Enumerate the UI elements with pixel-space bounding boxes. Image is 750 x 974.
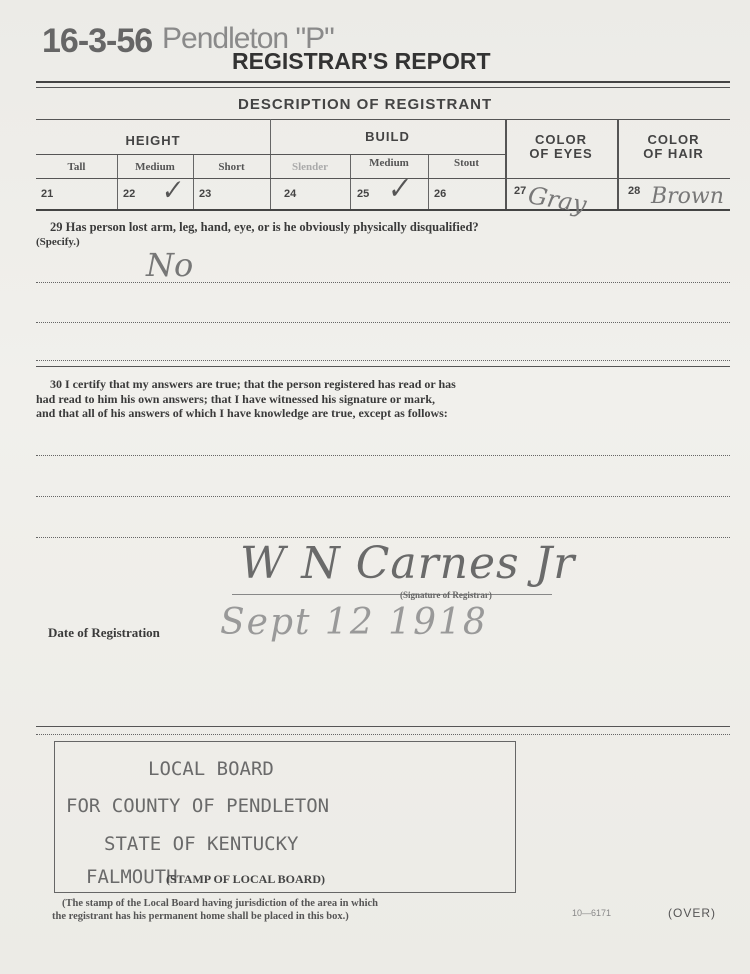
over-label: (OVER) bbox=[668, 906, 716, 920]
form-number: 10—6171 bbox=[572, 908, 612, 918]
stamp-line-city: FALMOUTH bbox=[86, 866, 178, 888]
field-number-26: 26 bbox=[434, 188, 447, 200]
build-medium-label: Medium bbox=[369, 157, 409, 169]
eye-color-value: Gray bbox=[526, 181, 589, 219]
height-label: HEIGHT bbox=[125, 133, 181, 148]
height-medium-checkmark: ✓ bbox=[158, 174, 184, 208]
field-number-23: 23 bbox=[199, 188, 212, 200]
form-title: REGISTRAR'S REPORT bbox=[232, 48, 491, 74]
height-medium-label: Medium bbox=[135, 161, 175, 173]
hair-color-value: Brown bbox=[651, 184, 724, 209]
question-30-line-3: and that all of his answers of which I have knowledge are true, except as follows: bbox=[36, 406, 448, 420]
question-30-line-1: 30 I certify that my answers are true; that the person registered has read or has bbox=[50, 377, 456, 391]
stamp-county-name: Pendleton "P" bbox=[162, 22, 334, 55]
hair-color-label-1: COLOR bbox=[647, 132, 700, 147]
signature-caption: (Signature of Registrar) bbox=[400, 590, 492, 600]
field-number-25: 25 bbox=[357, 188, 370, 200]
build-stout-label: Stout bbox=[453, 157, 480, 169]
build-slender-label: Slender bbox=[291, 161, 329, 173]
stamp-line-county: FOR COUNTY OF PENDLETON bbox=[66, 795, 330, 817]
field-number-21: 21 bbox=[41, 188, 54, 200]
footer-note-line-2: the registrant has his permanent home shall be placed in this box.) bbox=[52, 911, 349, 922]
field-number-27: 27 bbox=[514, 185, 527, 197]
footer-note-line-1: (The stamp of the Local Board having jurisdiction of the area in which bbox=[62, 898, 378, 909]
eye-color-label-2: OF EYES bbox=[529, 146, 593, 161]
height-tall-label: Tall bbox=[67, 161, 86, 173]
stamp-box-label: (STAMP OF LOCAL BOARD) bbox=[166, 872, 326, 886]
question-30-line-2: had read to him his own answers; that I have witnessed his signature or mark, bbox=[36, 392, 436, 406]
question-29-specify: (Specify.) bbox=[36, 236, 80, 248]
build-medium-checkmark: ✓ bbox=[383, 170, 412, 207]
description-title: DESCRIPTION OF REGISTRANT bbox=[238, 96, 493, 113]
field-number-22: 22 bbox=[123, 188, 136, 200]
field-number-28: 28 bbox=[628, 185, 641, 197]
field-number-24: 24 bbox=[284, 188, 297, 200]
question-29-answer: No bbox=[146, 246, 194, 284]
height-short-label: Short bbox=[218, 161, 245, 173]
question-29-text: 29 Has person lost arm, leg, hand, eye, or is he obviously physically disqualified? bbox=[50, 220, 479, 234]
stamp-line-local-board: LOCAL BOARD bbox=[148, 758, 274, 780]
date-of-registration-value: Sept 12 1918 bbox=[220, 602, 488, 643]
registrar-signature: W N Carnes Jr bbox=[240, 538, 576, 589]
eye-color-label-1: COLOR bbox=[535, 132, 587, 147]
date-of-registration-label: Date of Registration bbox=[48, 625, 160, 640]
stamp-line-state: STATE OF KENTUCKY bbox=[104, 833, 299, 855]
build-label: BUILD bbox=[365, 129, 410, 144]
hair-color-label-2: OF HAIR bbox=[643, 146, 704, 161]
stamp-number: 16-3-56 bbox=[42, 22, 153, 60]
